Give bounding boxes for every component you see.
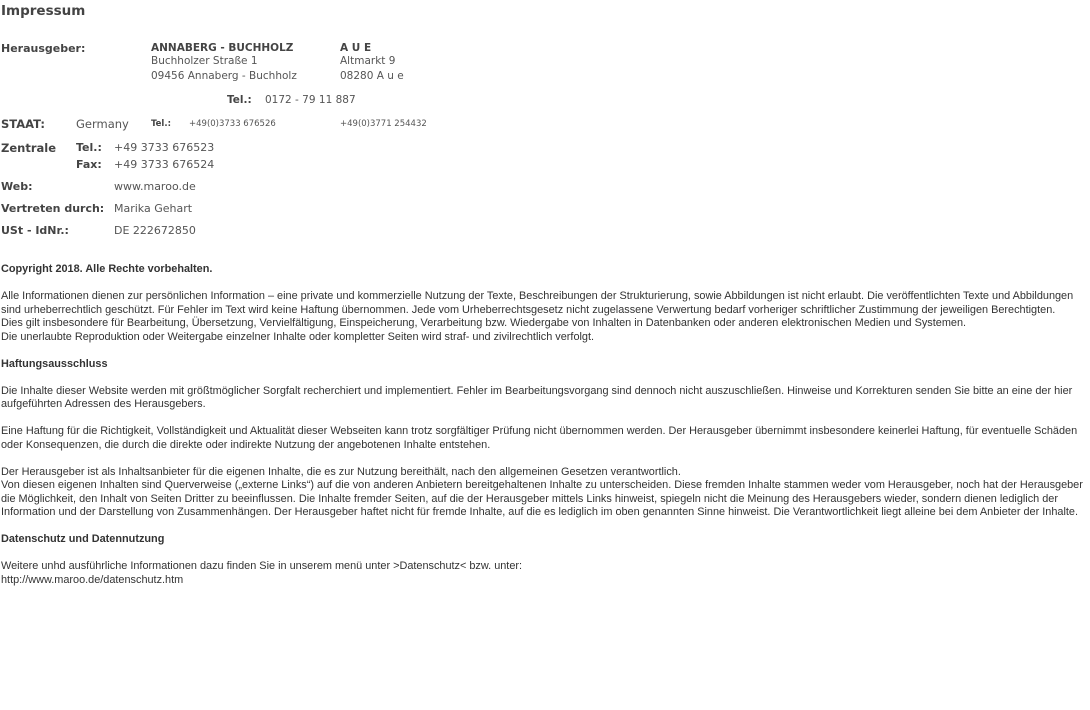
org-name: ANNABERG - BUCHHOLZ [151, 42, 294, 54]
central-label: Zentrale [1, 141, 56, 155]
privacy-paragraph: Weitere unhd ausführliche Informationen dazu finden Sie in unserem menü unter >Datenschutz< bzw. unter: [1, 560, 523, 572]
copyright-paragraph: Dies gilt insbesondere für Bearbeitung, Übersetzung, Vervielfältigung, Einspeicherung, Verarbeitung bzw. Wiedergabe von Inhalten in Datenbanken oder anderen elektronischen Medien und Systemen. [1, 317, 967, 329]
publisher-tel-label: Tel.: [227, 94, 252, 106]
vat-value: DE 222672850 [114, 224, 196, 237]
central-fax-value: +49 3733 676524 [114, 158, 215, 171]
publisher-tel-value: 0172 - 79 11 887 [265, 94, 356, 106]
privacy-url-link[interactable]: http://www.maroo.de/datenschutz.htm [1, 573, 184, 586]
disclaimer-paragraph: Der Herausgeber ist als Inhaltsanbieter für die eigenen Inhalte, die es zur Nutzung bereithält, nach den allgemeinen Gesetzen verantwortlich. [1, 465, 681, 478]
web-link[interactable]: www.maroo.de [114, 180, 196, 193]
copyright-heading: Copyright 2018. Alle Rechte vorbehalten. [1, 263, 213, 275]
state-value: Germany [76, 117, 129, 131]
disclaimer-paragraph: Von diesen eigenen Inhalten sind Querverweise („externe Links“) auf die von anderen Anbietern bereitgehaltenen Inhalte zu unterscheiden. Diese fremden Inhalte stammen weder vom Herausgeber, noch hat der Herausgeber die Möglichkeit, den Inhalt von Seiten Dritter zu beeinflussen. Die Inhalte fremder Seiten, auf die der Herausgeber mittels Links hinweist, spiegeln nicht die Meinung des Herausgebers wieder, sondern dienen lediglich der Information und der Darstellung von Zusammenhängen. Der Herausgeber haftet nicht für fremde Inhalte, auf die es lediglich im oben genannten Sinne hinweist. Die Verantwortlichkeit liegt alleine bei dem Anbieter der Inhalte. [1, 479, 1083, 518]
state-tel-label: Tel.: [151, 119, 171, 129]
publisher-label: Herausgeber: [1, 42, 86, 55]
state-tel-2: +49(0)3771 254432 [340, 119, 427, 129]
org-name: A U E [340, 42, 372, 54]
copyright-paragraph: Die unerlaubte Reproduktion oder Weitergabe einzelner Inhalte oder kompletter Seiten wird straf- und zivilrechtlich verfolgt. [1, 330, 595, 343]
publisher-org-aue [340, 42, 404, 84]
central-fax-label: Fax: [76, 158, 102, 171]
represented-label: Vertreten durch: [1, 202, 105, 215]
disclaimer-paragraph: Die Inhalte dieser Website werden mit größtmöglicher Sorgfalt recherchiert und implementiert. Fehler im Bearbeitungsvorgang sind dennoch nicht auszuschließen. Hinweise und Korrekturen senden Sie bitte an eine der hier aufgeführten Adressen des Herausgebers. [1, 384, 1073, 410]
disclaimer-heading: Haftungsausschluss [1, 357, 108, 370]
org-city: 08280 A u e [340, 70, 404, 82]
web-label: Web: [1, 180, 33, 193]
disclaimer-paragraph: Eine Haftung für die Richtigkeit, Vollständigkeit und Aktualität dieser Webseiten kann trotz sorgfältiger Prüfung nicht übernommen werden. Der Herausgeber übernimmt insbesondere keinerlei Haftung, für eventuelle Schäden oder Konsequenzen, die durch die direkte oder indirekte Nutzung der angebotenen Inhalte entstehen. [1, 425, 1078, 451]
publisher-org-annaberg [151, 42, 297, 84]
state-tel-1: +49(0)3733 676526 [189, 119, 276, 129]
org-city: 09456 Annaberg - Buchholz [151, 70, 297, 82]
page-title: Impressum [1, 3, 86, 19]
org-street: Altmarkt 9 [340, 55, 396, 67]
state-label: STAAT: [1, 117, 45, 131]
vat-label: USt - IdNr.: [1, 224, 69, 237]
central-tel-label: Tel.: [76, 141, 102, 154]
privacy-heading: Datenschutz und Datennutzung [1, 533, 165, 545]
represented-value: Marika Gehart [114, 202, 193, 215]
legal-text [1, 263, 1090, 601]
copyright-paragraph: Alle Informationen dienen zur persönlichen Information – eine private und kommerzielle Nutzung der Texte, Beschreibungen der Strukturierung, sowie Abbildungen ist nicht erlaubt. Die veröffentlichten Texte und Abbildungen sind urheberrechtlich geschützt. Für Fehler im Text wird keine Haftung übernommen. Jede vom Urheberrechtsgesetz nicht zugelassene Verwertung bedarf vorheriger schriftlicher Zustimmung der jeweiligen Berechtigten. [1, 290, 1074, 316]
central-tel-value: +49 3733 676523 [114, 141, 215, 154]
org-street: Buchholzer Straße 1 [151, 55, 258, 67]
